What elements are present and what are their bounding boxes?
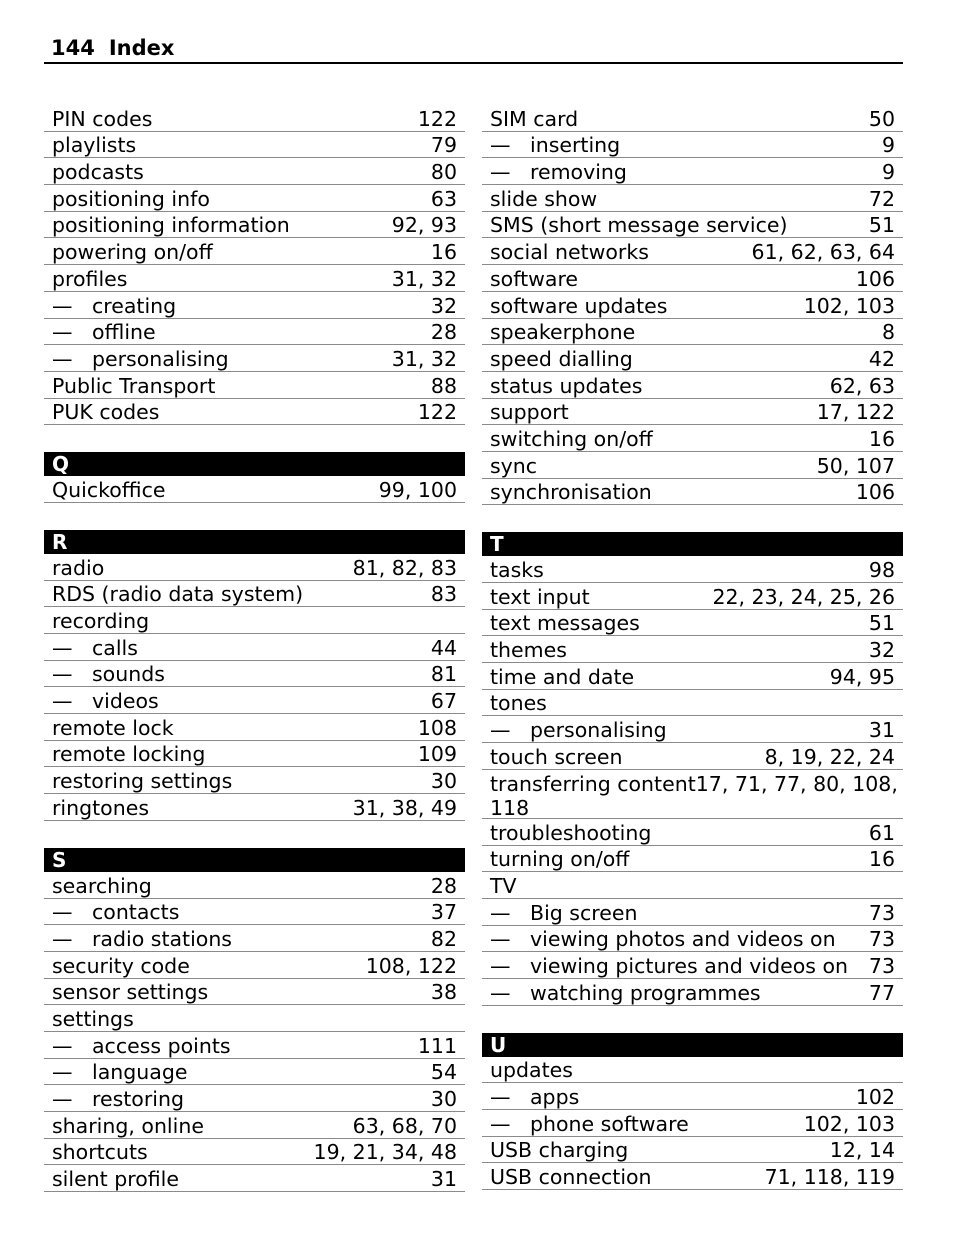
entry-term: positioning information (52, 213, 290, 238)
entry-term: Public Transport (52, 373, 216, 398)
index-subentry (482, 1083, 903, 1110)
subentry-dash: — (52, 926, 73, 951)
subentry-dash: — (52, 1060, 73, 1085)
subentry-dash: — (52, 635, 73, 660)
entry-term: — calls (52, 635, 138, 660)
index-entry (44, 581, 465, 608)
index-subentry (482, 158, 903, 185)
entry-term: — inserting (490, 133, 621, 158)
entry-term: support (490, 400, 569, 425)
entry-pages: 8 (881, 320, 895, 345)
entry-term: — offline (52, 320, 156, 345)
subentry-dash: — (490, 133, 511, 158)
index-entry (482, 425, 903, 452)
entry-term: — videos (52, 689, 159, 714)
entry-term: TV (490, 873, 517, 898)
entry-term: troubleshooting (490, 820, 652, 845)
index-subentry (44, 319, 465, 346)
entry-pages: 51 (868, 611, 895, 636)
entry-pages: 122 (417, 400, 457, 425)
entry-wrap (490, 771, 898, 819)
entry-term: Quickoffice (52, 477, 166, 502)
entry-pages: 31, 32 (391, 266, 457, 291)
entry-pages: 63, 68, 70 (352, 1113, 457, 1138)
section-letter: Q (44, 452, 465, 476)
entry-term: positioning info (52, 186, 210, 211)
entry-term: remote lock (52, 715, 174, 740)
page-header (44, 34, 903, 64)
entry-term: radio (52, 555, 105, 580)
entry-pages: 30 (430, 769, 457, 794)
index-entry (482, 479, 903, 506)
index-entry (482, 452, 903, 479)
entry-term: sharing, online (52, 1113, 204, 1138)
entry-term: — removing (490, 160, 627, 185)
entry-term: software updates (490, 293, 668, 318)
subentry-dash: — (52, 346, 73, 371)
index-entry (482, 663, 903, 690)
entry-pages: 102, 103 (803, 1111, 895, 1136)
index-entry (482, 636, 903, 663)
entry-pages: 77 (868, 980, 895, 1005)
index-entry (482, 1137, 903, 1164)
entry-term: restoring settings (52, 769, 233, 794)
entry-pages: 99, 100 (378, 477, 457, 502)
index-entry (482, 770, 903, 819)
index-entry (44, 767, 465, 794)
entry-pages: 81, 82, 83 (352, 555, 457, 580)
index-entry (482, 292, 903, 319)
index-entry (482, 743, 903, 770)
index-subentry (44, 661, 465, 688)
entry-pages: 80 (430, 160, 457, 185)
entry-pages: 31, 32 (391, 346, 457, 371)
section-letter: T (482, 532, 903, 556)
entry-term: touch screen (490, 744, 623, 769)
subentry-dash: — (490, 927, 511, 952)
entry-term: software (490, 266, 579, 291)
index-entry (482, 212, 903, 239)
index-subentry (44, 687, 465, 714)
subentry-dash: — (490, 980, 511, 1005)
index-entry (482, 872, 903, 899)
index-entry (482, 690, 903, 717)
index-entry (44, 1139, 465, 1166)
index-entry (44, 607, 465, 634)
index-entry (44, 714, 465, 741)
index-subentry (482, 1110, 903, 1137)
entry-term: — sounds (52, 662, 165, 687)
entry-term: searching (52, 873, 152, 898)
entry-term: profiles (52, 266, 128, 291)
entry-term: silent profile (52, 1167, 179, 1192)
entry-term: — Big screen (490, 900, 638, 925)
entry-pages: 79 (430, 133, 457, 158)
index-entry (44, 872, 465, 899)
entry-term: — phone software (490, 1111, 689, 1136)
entry-pages: 72 (868, 186, 895, 211)
index-entry (482, 846, 903, 873)
entry-pages: 28 (430, 320, 457, 345)
entry-pages: 106 (855, 480, 895, 505)
entry-term: USB charging (490, 1138, 629, 1163)
entry-term: social networks (490, 240, 649, 265)
page-number: 144 (51, 36, 95, 60)
index-entry (44, 1165, 465, 1192)
index-subentry (44, 634, 465, 661)
entry-term: themes (490, 638, 567, 663)
entry-term: SIM card (490, 106, 579, 131)
index-subentry (482, 899, 903, 926)
entry-pages: 30 (430, 1087, 457, 1111)
entry-term: speakerphone (490, 320, 636, 345)
entry-pages: 102 (855, 1085, 895, 1109)
entry-term: time and date (490, 664, 635, 689)
entry-term: SMS (short message service) (490, 213, 788, 238)
entry-pages: 94, 95 (829, 664, 895, 689)
index-entry (482, 372, 903, 399)
entry-term: — contacts (52, 900, 180, 925)
entry-pages: 32 (430, 293, 457, 318)
entry-pages: 16 (430, 240, 457, 265)
entry-pages: 108, 122 (365, 953, 457, 978)
subentry-dash: — (490, 900, 511, 925)
entry-term: RDS (radio data system) (52, 582, 304, 607)
entry-pages: 83 (430, 582, 457, 607)
entry-term: — language (52, 1060, 188, 1085)
entry-pages: 16 (868, 847, 895, 872)
subentry-dash: — (52, 662, 73, 687)
entry-term: transferring content (490, 771, 696, 796)
index-subentry (44, 1059, 465, 1086)
index-entry (482, 610, 903, 637)
entry-term: tasks (490, 558, 544, 582)
entry-pages: 73 (868, 927, 895, 952)
entry-term: — restoring (52, 1087, 184, 1111)
entry-term: synchronisation (490, 480, 652, 505)
entry-pages: 81 (430, 662, 457, 687)
section-letter: S (44, 848, 465, 872)
index-subentry (44, 925, 465, 952)
entry-term: security code (52, 953, 190, 978)
entry-pages: 17, 71, 77, 80, 108, (695, 771, 898, 796)
entry-term: — personalising (490, 718, 667, 743)
entry-term: PIN codes (52, 106, 153, 131)
entry-pages-continued: 118 (490, 795, 530, 819)
entry-term: — watching programmes (490, 980, 761, 1005)
entry-term: sensor settings (52, 980, 209, 1005)
entry-pages: 37 (430, 900, 457, 925)
entry-pages: 28 (430, 873, 457, 898)
index-subentry (44, 1032, 465, 1059)
entry-term: text input (490, 584, 590, 609)
entry-pages: 82 (430, 926, 457, 951)
entry-pages: 122 (417, 106, 457, 131)
index-entry (482, 583, 903, 610)
index-subentry (482, 716, 903, 743)
entry-term: USB connection (490, 1165, 652, 1190)
index-entry (482, 1057, 903, 1084)
entry-pages: 17, 122 (816, 400, 895, 425)
index-column-left (44, 105, 465, 1192)
entry-pages: 92, 93 (391, 213, 457, 238)
index-entry (44, 132, 465, 159)
index-subentry (44, 899, 465, 926)
page-title: Index (108, 36, 175, 60)
index-entry (44, 741, 465, 768)
entry-pages: 67 (430, 689, 457, 714)
entry-pages: 31, 38, 49 (352, 795, 457, 820)
index-entry (44, 979, 465, 1006)
entry-pages: 8, 19, 22, 24 (764, 744, 895, 769)
entry-pages: 31 (430, 1167, 457, 1192)
index-entry (482, 819, 903, 846)
subentry-dash: — (52, 1033, 73, 1058)
entry-term: sync (490, 453, 538, 478)
entry-term: remote locking (52, 742, 206, 767)
subentry-dash: — (490, 953, 511, 978)
entry-term: playlists (52, 133, 137, 158)
subentry-dash: — (490, 718, 511, 743)
entry-term: turning on/off (490, 847, 630, 872)
index-entry (44, 1005, 465, 1032)
subentry-dash: — (490, 1085, 511, 1109)
entry-line (490, 771, 898, 796)
entry-pages: 102, 103 (803, 293, 895, 318)
entry-pages: 51 (868, 213, 895, 238)
entry-pages: 31 (868, 718, 895, 743)
entry-pages: 98 (868, 558, 895, 582)
entry-term: tones (490, 691, 547, 716)
index-entry (482, 345, 903, 372)
index-entry (44, 265, 465, 292)
entry-pages: 38 (430, 980, 457, 1005)
index-entry (44, 476, 465, 503)
subentry-dash: — (490, 160, 511, 185)
entry-term: podcasts (52, 160, 144, 185)
entry-pages: 63 (430, 186, 457, 211)
entry-pages: 16 (868, 426, 895, 451)
entry-term: ringtones (52, 795, 149, 820)
entry-term: status updates (490, 373, 643, 398)
entry-pages: 12, 14 (829, 1138, 895, 1163)
subentry-dash: — (52, 320, 73, 345)
index-entry (44, 212, 465, 239)
entry-pages: 44 (430, 635, 457, 660)
entry-pages: 108 (417, 715, 457, 740)
entry-pages: 50 (868, 106, 895, 131)
index-subentry (482, 979, 903, 1006)
index-entry (482, 319, 903, 346)
index-entry (44, 158, 465, 185)
entry-term: — viewing photos and videos on (490, 927, 836, 952)
section-letter: U (482, 1033, 903, 1057)
entry-term: switching on/off (490, 426, 653, 451)
index-subentry (44, 345, 465, 372)
entry-pages: 50, 107 (816, 453, 895, 478)
entry-term: PUK codes (52, 400, 160, 425)
subentry-dash: — (52, 1087, 73, 1111)
index-entry (44, 399, 465, 426)
index-column-right (482, 105, 903, 1190)
index-subentry (44, 292, 465, 319)
entry-term: shortcuts (52, 1140, 148, 1165)
index-entry (482, 238, 903, 265)
entry-pages: 109 (417, 742, 457, 767)
entry-term: powering on/off (52, 240, 213, 265)
index-entry (44, 105, 465, 132)
entry-pages: 61 (868, 820, 895, 845)
entry-term: — apps (490, 1085, 580, 1109)
index-entry (482, 105, 903, 132)
entry-term: settings (52, 1006, 134, 1031)
entry-pages: 71, 118, 119 (764, 1165, 895, 1190)
index-entry (44, 952, 465, 979)
subentry-dash: — (490, 1111, 511, 1136)
index-entry (44, 185, 465, 212)
entry-pages: 54 (430, 1060, 457, 1085)
entry-pages: 106 (855, 266, 895, 291)
entry-pages: 9 (881, 160, 895, 185)
entry-term: updates (490, 1058, 573, 1083)
index-subentry (482, 132, 903, 159)
index-subentry (482, 952, 903, 979)
entry-term: — personalising (52, 346, 229, 371)
entry-pages: 61, 62, 63, 64 (751, 240, 895, 265)
index-subentry (482, 926, 903, 953)
index-entry (482, 265, 903, 292)
index-entry (482, 185, 903, 212)
entry-term: slide show (490, 186, 598, 211)
subentry-dash: — (52, 293, 73, 318)
entry-pages: 62, 63 (829, 373, 895, 398)
entry-pages: 32 (868, 638, 895, 663)
entry-pages: 9 (881, 133, 895, 158)
entry-term: — viewing pictures and videos on (490, 953, 849, 978)
entry-pages: 19, 21, 34, 48 (313, 1140, 457, 1165)
entry-term: — creating (52, 293, 177, 318)
index-entry (482, 399, 903, 426)
index-entry (44, 1112, 465, 1139)
subentry-dash: — (52, 689, 73, 714)
section-letter: R (44, 530, 465, 554)
entry-term: — radio stations (52, 926, 232, 951)
entry-term: text messages (490, 611, 640, 636)
entry-pages: 111 (417, 1033, 457, 1058)
index-entry (482, 556, 903, 583)
index-entry (44, 372, 465, 399)
index-entry (44, 794, 465, 821)
index-entry (482, 1163, 903, 1190)
index-entry (44, 554, 465, 581)
index-entry (44, 238, 465, 265)
entry-pages: 42 (868, 346, 895, 371)
subentry-dash: — (52, 900, 73, 925)
entry-pages: 73 (868, 900, 895, 925)
entry-term: speed dialling (490, 346, 633, 371)
entry-term: — access points (52, 1033, 231, 1058)
entry-pages: 73 (868, 953, 895, 978)
index-subentry (44, 1085, 465, 1112)
entry-term: recording (52, 609, 150, 633)
entry-pages: 88 (430, 373, 457, 398)
entry-pages: 22, 23, 24, 25, 26 (712, 584, 895, 609)
